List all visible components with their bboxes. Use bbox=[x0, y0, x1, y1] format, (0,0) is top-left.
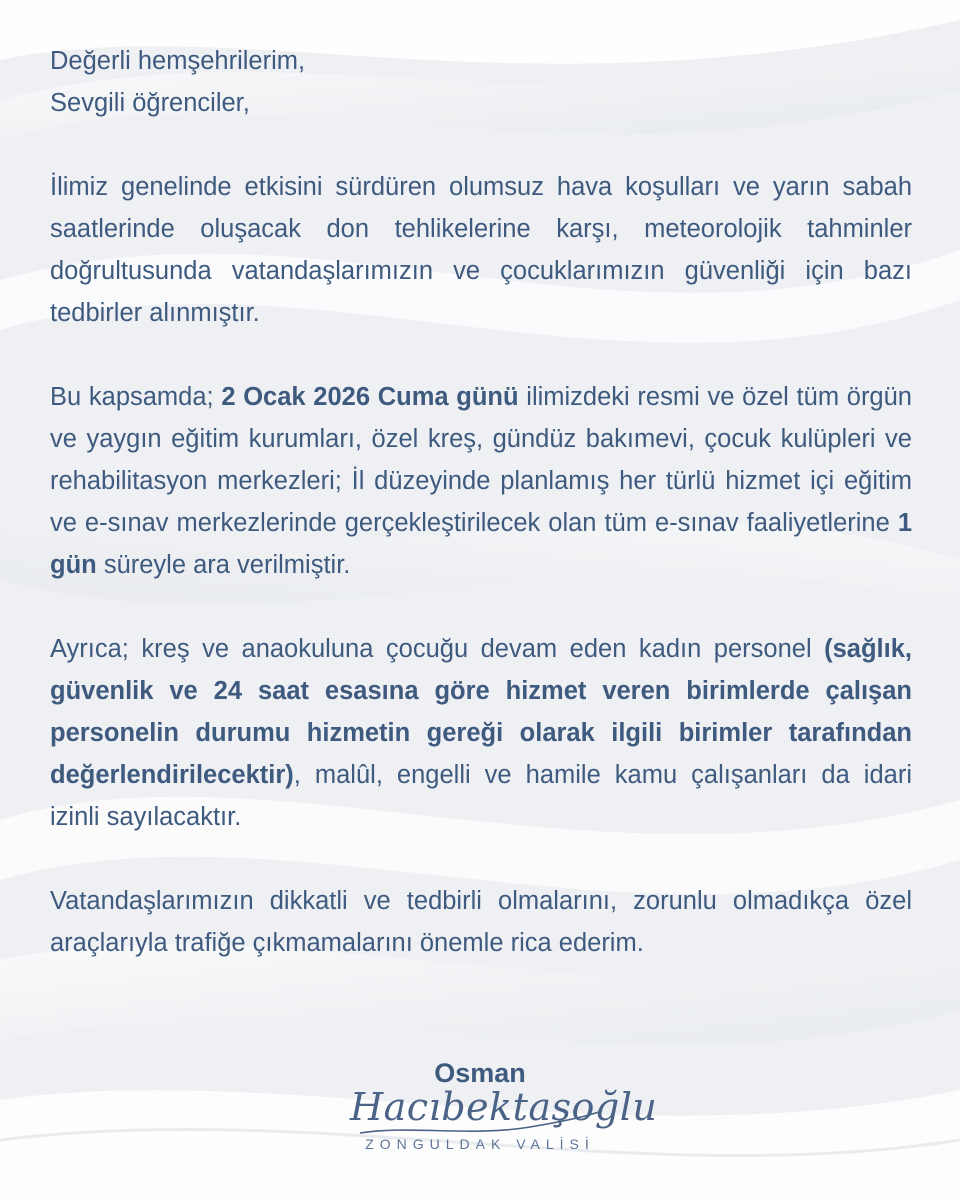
p3-text-b: , malûl, engelli ve hamile kamu çalışanları da idari izinli sayılacaktır. bbox=[50, 761, 912, 831]
greeting-line-1: Değerli hemşehrilerim, bbox=[50, 47, 306, 75]
closure-date: 2 Ocak 2026 Cuma günü bbox=[221, 383, 519, 411]
paragraph-school-closure bbox=[50, 376, 912, 586]
signature-block bbox=[350, 1055, 658, 1165]
signatory-title: ZONGULDAK VALİSİ bbox=[365, 1136, 595, 1152]
closure-duration: 1 gün bbox=[50, 509, 912, 579]
greeting-line-2: Sevgili öğrenciler, bbox=[50, 89, 250, 117]
paragraph-traffic-request: Vatandaşlarımızın dikkatli ve tedbirli olmalarını, zorunlu olmadıkça özel araçlarıyla trafiğe çıkmamalarını önemle rica ederim. bbox=[50, 887, 912, 957]
personnel-exception-note: (sağlık, güvenlik ve 24 saat esasına göre hizmet veren birimlerde çalışan personelin durumu hizmetin gereği olarak ilgili birimler tarafından değerlendirilecektir) bbox=[50, 635, 912, 789]
signatory-first-name: Osman bbox=[434, 1058, 526, 1088]
letter-body bbox=[50, 40, 912, 964]
p2-text-c: süreyle ara verilmiştir. bbox=[96, 551, 351, 579]
paragraph-weather-measures: İlimiz genelinde etkisini sürdüren olumsuz hava koşulları ve yarın sabah saatlerinde oluşacak don tehlikelerine karşı, meteorolojik tahminler doğrultusunda vatandaşlarımızın ve çocuklarımızın güvenliği için bazı tedbirler alınmıştır. bbox=[50, 173, 912, 327]
p2-text-b: ilimizdeki resmi ve özel tüm örgün ve yaygın eğitim kurumları, özel kreş, gündüz bakımevi, çocuk kulüpleri ve rehabilitasyon merkezleri; İl düzeyinde planlamış her türlü hizmet içi eğitim ve e-sınav merkezlerinde gerçekleştirilecek olan tüm e-sınav faaliyetlerine bbox=[50, 383, 912, 537]
p3-text-a: Ayrıca; kreş ve anaokuluna çocuğu devam eden kadın personel bbox=[50, 635, 825, 663]
paragraph-administrative-leave bbox=[50, 628, 912, 838]
signatory-surname-script: Hacıbektaşoğlu bbox=[350, 1085, 658, 1129]
p2-text-a: Bu kapsamda; bbox=[50, 383, 222, 411]
